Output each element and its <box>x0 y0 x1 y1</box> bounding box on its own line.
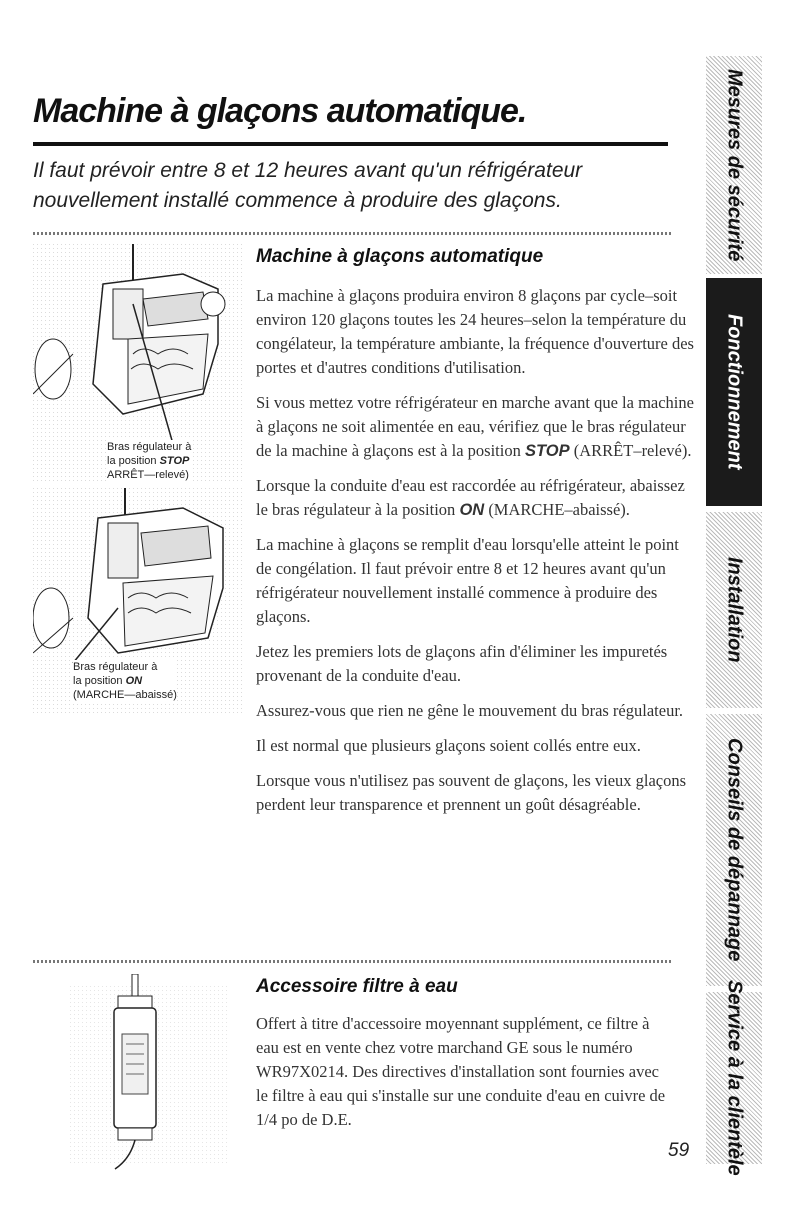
tab-label: Fonctionnement <box>723 314 746 470</box>
tab-label: Mesures de sécurité <box>723 68 746 262</box>
paragraph: Offert à titre d'accessoire moyennant supplément, ce filtre à eau est en vente chez votre marchand GE sous le numéro WR97X0214. Des directives d'installation sont fournies avec le filtre à eau qui s'installe sur une conduite d'eau en cuivre de 1/4 po de D.E. <box>256 1014 666 1129</box>
water-filter-illustration <box>70 974 230 1174</box>
paragraph: Jetez les premiers lots de glaçons afin d'éliminer les impuretés provenant de la conduite d'eau. <box>256 642 668 685</box>
paragraph <box>256 391 696 463</box>
paragraph: Lorsque vous n'utilisez pas souvent de glaçons, les vieux glaçons perdent leur transparence et prennent un goût désagréable. <box>256 771 687 814</box>
paragraph: Assurez-vous que rien ne gêne le mouvement du bras régulateur. <box>256 701 684 720</box>
divider-bottom <box>33 960 673 963</box>
tab-label: Service à la clientèle <box>723 980 746 1176</box>
paragraph: La machine à glaçons se remplit d'eau lorsqu'elle atteint le point de congélation. Il faut prévoir entre 8 et 12 heures avant qu'un réfrigérateur nouvellement installé commence à produire des glaçons. <box>256 535 679 626</box>
caption-line: la position <box>73 675 126 687</box>
tab-mesures-de-securite[interactable] <box>706 56 762 274</box>
divider-top <box>33 232 673 235</box>
text: (ARRÊT–relevé). <box>569 441 692 460</box>
section-title-ice-maker: Machine à glaçons automatique <box>256 246 544 267</box>
figure-on-caption <box>73 660 177 702</box>
text: Si vous mettez votre réfrigérateur en marche avant que la machine à glaçons ne soit alimentée en eau, vérifiez que le bras régulateur de la machine à glaçons est à la position <box>256 393 694 460</box>
section-body-water-filter <box>256 1012 671 1143</box>
emphasis-on: ON <box>459 501 485 519</box>
side-tabs <box>706 56 762 1176</box>
page-title: Machine à glaçons automatique. <box>33 92 527 130</box>
ice-maker-figure-stop <box>33 244 243 484</box>
ice-maker-figure-on <box>33 488 243 713</box>
paragraph <box>256 474 696 522</box>
page-number: 59 <box>668 1140 690 1161</box>
page-subtitle: Il faut prévoir entre 8 et 12 heures avant qu'un réfrigérateur nouvellement installé commence à produire des glaçons. <box>33 159 583 212</box>
tab-label: Conseils de dépannage <box>723 738 746 962</box>
caption-emphasis: STOP <box>159 455 190 467</box>
section-body-ice-maker <box>256 284 696 828</box>
water-filter-figure <box>70 974 230 1174</box>
tab-installation[interactable] <box>706 512 762 708</box>
caption-line: (MARCHE—abaissé) <box>73 689 177 701</box>
tab-service-a-la-clientele[interactable] <box>706 980 762 1176</box>
caption-emphasis: ON <box>125 675 143 687</box>
tab-fonctionnement[interactable] <box>706 278 762 506</box>
title-rule <box>33 142 668 146</box>
tab-label: Installation <box>723 557 746 663</box>
caption-line: Bras régulateur à <box>73 661 158 673</box>
paragraph: La machine à glaçons produira environ 8 glaçons par cycle–soit environ 120 glaçons toutes les 24 heures–selon la température du congélateur, la température ambiante, la fréquence d'ouverture des portes et d'autres conditions d'utilisation. <box>256 286 694 377</box>
caption-line: ARRÊT—relevé) <box>107 469 189 481</box>
caption-line: la position <box>107 455 160 467</box>
text: (MARCHE–abaissé). <box>484 500 630 519</box>
emphasis-stop: STOP <box>524 442 570 460</box>
tab-conseils-de-depannage[interactable] <box>706 714 762 986</box>
section-title-water-filter: Accessoire filtre à eau <box>256 976 458 997</box>
figure-stop-caption <box>107 440 191 482</box>
text: Lorsque la conduite d'eau est raccordée au réfrigérateur, abaissez le bras régulateur à la position <box>256 476 685 519</box>
paragraph: Il est normal que plusieurs glaçons soient collés entre eux. <box>256 736 641 755</box>
caption-line: Bras régulateur à <box>107 441 192 453</box>
